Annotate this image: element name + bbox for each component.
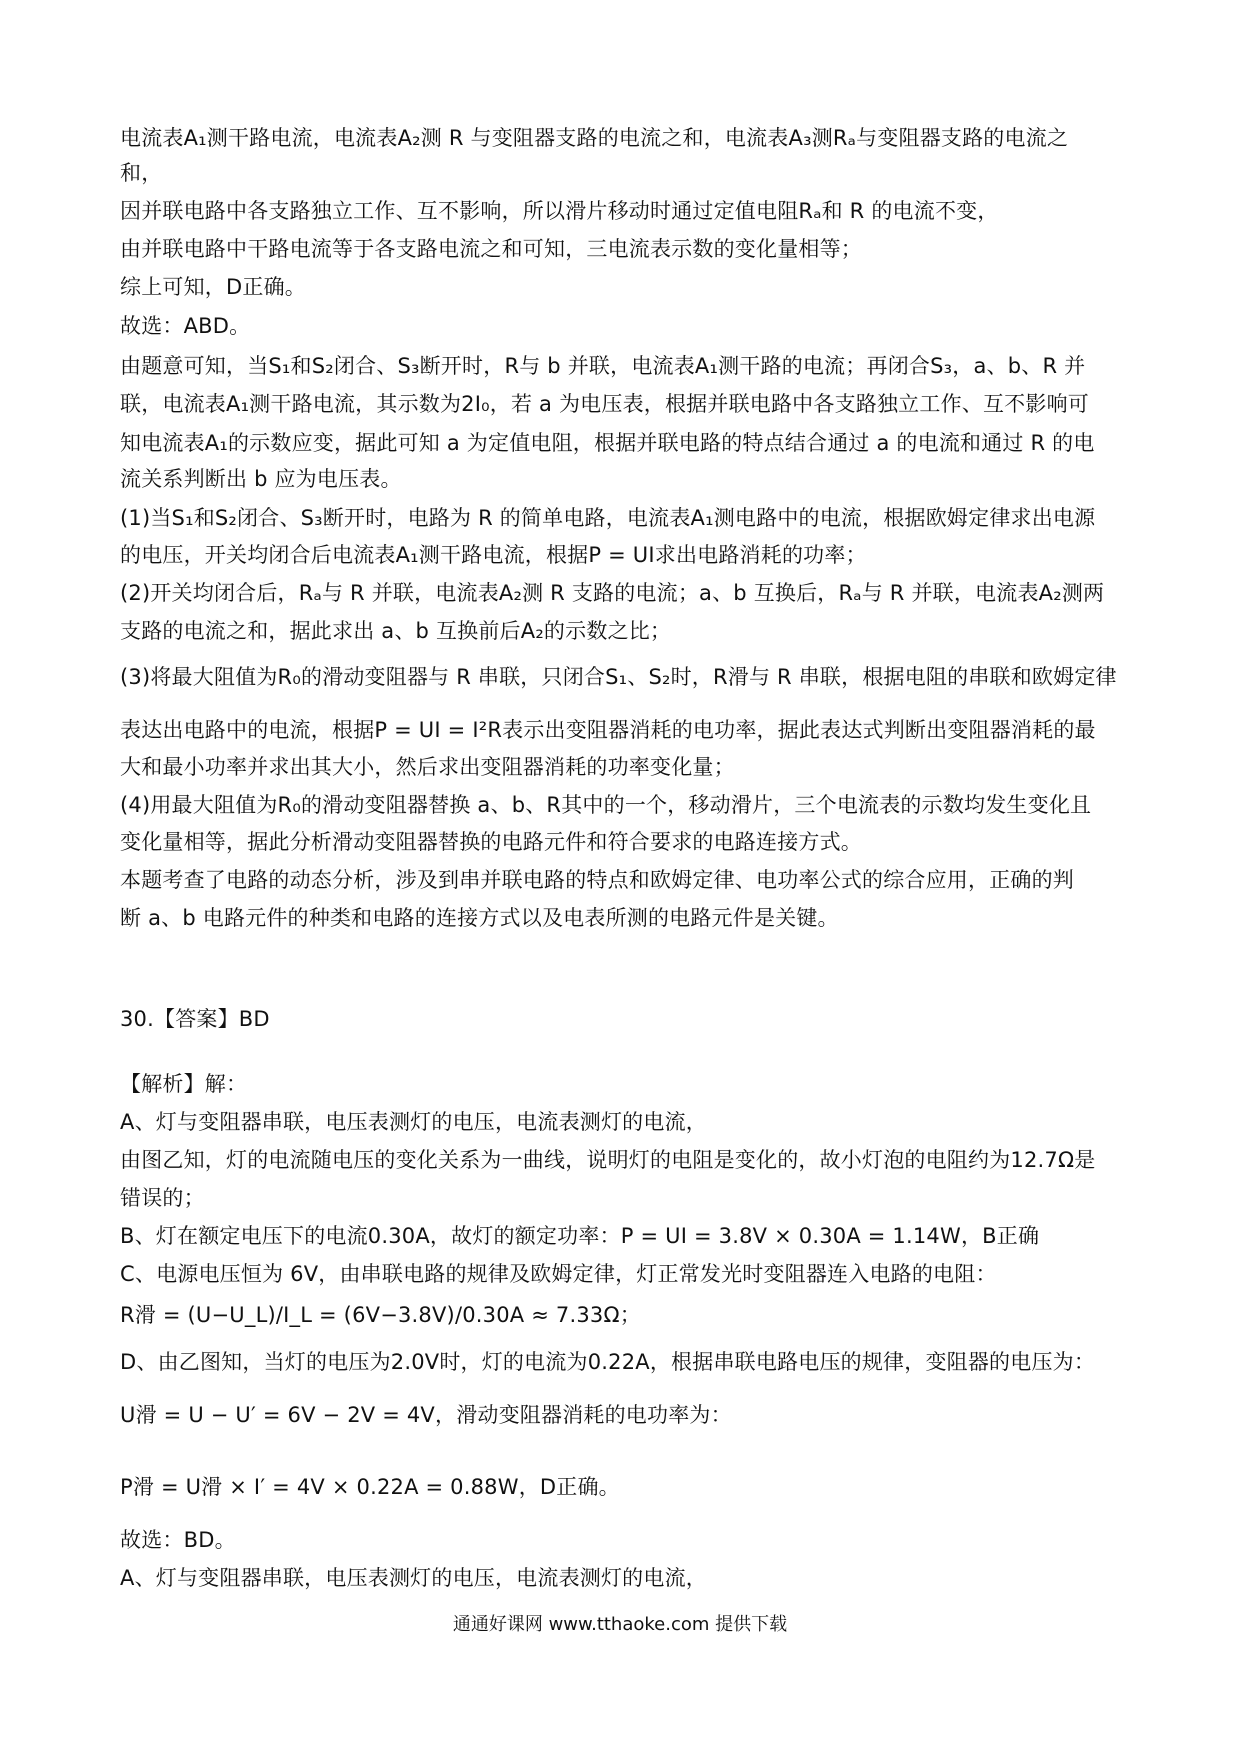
text-line: 断 a、b 电路元件的种类和电路的连接方式以及电表所测的电路元件是关键。 — [120, 906, 839, 930]
formula-line: P滑 = U滑 × I′ = 4V × 0.22A = 0.88W，D正确。 — [120, 1475, 620, 1499]
text-line: 大和最小功率并求出其大小，然后求出变阻器消耗的功率变化量； — [120, 755, 735, 779]
text-line: 电流表A₁测干路电流，电流表A₂测 R 与变阻器支路的电流之和，电流表A₃测Rₐ与变阻器支路的电流之 — [120, 126, 1069, 150]
text-line: B、灯在额定电压下的电流0.30A，故灯的额定功率：P = UI = 3.8V × 0.30A = 1.14W，B正确 — [120, 1224, 1040, 1248]
text-line: A、灯与变阻器串联，电压表测灯的电压，电流表测灯的电流， — [120, 1110, 707, 1134]
text-line: D、由乙图知，当灯的电压为2.0V时，灯的电流为0.22A，根据串联电路电压的规律，变阻器的电压为： — [120, 1350, 1096, 1374]
text-line: 由并联电路中干路电流等于各支路电流之和可知，三电流表示数的变化量相等； — [120, 237, 862, 261]
question-answer-heading: 30.【答案】BD — [120, 1007, 270, 1031]
formula-line: U滑 = U − U′ = 6V − 2V = 4V，滑动变阻器消耗的电功率为： — [120, 1403, 732, 1427]
text-line: 和， — [120, 161, 163, 185]
text-line: 的电压，开关均闭合后电流表A₁测干路电流，根据P = UI求出电路消耗的功率； — [120, 543, 867, 567]
text-line: 由图乙知，灯的电流随电压的变化关系为一曲线，说明灯的电阻是变化的，故小灯泡的电阻约为12.7Ω是 — [120, 1148, 1096, 1172]
text-line: (2)开关均闭合后，Rₐ与 R 并联，电流表A₂测 R 支路的电流；a、b 互换后，Rₐ与 R 并联，电流表A₂测两 — [120, 581, 1105, 605]
text-line: 知电流表A₁的示数应变，据此可知 a 为定值电阻，根据并联电路的特点结合通过 a 的电流和通过 R 的电 — [120, 431, 1095, 455]
text-line: 表达出电路中的电流，根据P = UI = I²R表示出变阻器消耗的电功率，据此表达式判断出变阻器消耗的最 — [120, 718, 1096, 742]
text-line: (4)用最大阻值为R₀的滑动变阻器替换 a、b、R其中的一个，移动滑片，三个电流表的示数均发生变化且 — [120, 793, 1092, 817]
text-line: 变化量相等，据此分析滑动变阻器替换的电路元件和符合要求的电路连接方式。 — [120, 830, 862, 854]
answer-choice-line: 故选：BD。 — [120, 1528, 236, 1552]
page-footer: 通通好课网 www.tthaoke.com 提供下载 — [452, 1614, 788, 1635]
text-line: (1)当S₁和S₂闭合、S₃断开时，电路为 R 的简单电路，电流表A₁测电路中的电流，根据欧姆定律求出电源 — [120, 506, 1096, 530]
text-line: C、电源电压恒为 6V，由串联电路的规律及欧姆定律，灯正常发光时变阻器连入电路的电阻： — [120, 1262, 997, 1286]
formula-line: R滑 = (U−U_L)/I_L = (6V−3.8V)/0.30A ≈ 7.33Ω； — [120, 1303, 641, 1327]
text-line: 综上可知，D正确。 — [120, 275, 306, 299]
text-line: 本题考查了电路的动态分析，涉及到串并联电路的特点和欧姆定律、电功率公式的综合应用，正确的判 — [120, 868, 1074, 892]
text-line: 流关系判断出 b 应为电压表。 — [120, 467, 402, 491]
text-line: 由题意可知，当S₁和S₂闭合、S₃断开时，R与 b 并联，电流表A₁测干路的电流；再闭合S₃，a、b、R 并 — [120, 354, 1086, 378]
answer-choice-line: 故选：ABD。 — [120, 314, 251, 338]
text-line: 联，电流表A₁测干路电流，其示数为2I₀，若 a 为电压表，根据并联电路中各支路独立工作、互不影响可 — [120, 392, 1089, 416]
text-line: (3)将最大阻值为R₀的滑动变阻器与 R 串联，只闭合S₁、S₂时，R滑与 R 串联，根据电阻的串联和欧姆定律 — [120, 665, 1117, 689]
text-line: 因并联电路中各支路独立工作、互不影响，所以滑片移动时通过定值电阻Rₐ和 R 的电流不变， — [120, 199, 999, 223]
text-line: 错误的； — [120, 1186, 205, 1210]
text-line: 支路的电流之和，据此求出 a、b 互换前后A₂的示数之比； — [120, 619, 672, 643]
text-line: A、灯与变阻器串联，电压表测灯的电压，电流表测灯的电流， — [120, 1566, 707, 1590]
analysis-heading: 【解析】解： — [120, 1072, 248, 1096]
